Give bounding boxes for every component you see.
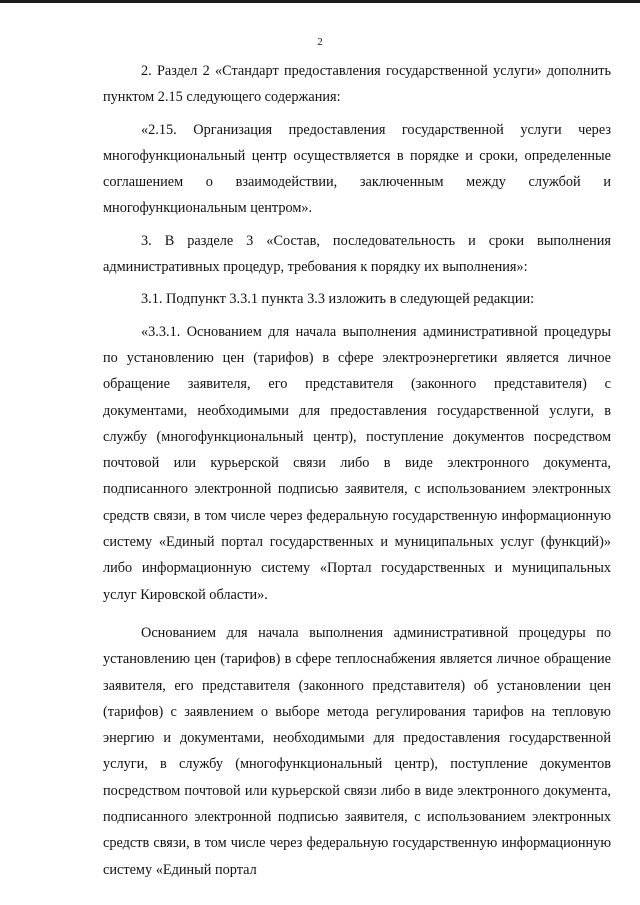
page-number: 2 [317,36,323,48]
document-body [103,58,611,883]
top-border-rule [0,0,640,3]
paragraph-heat-supply: Основанием для начала выполнения административной процедуры по установлению цен (тарифов) в сфере теплоснабжения является личное обращение заявителя, его представителя (законного представителя) об установлении цен (тарифов) с заявлением о выборе метода регулирования тарифов на тепловую энергию и документами, необходимыми для предоставления государственной услуги, в службу (многофункциональный центр), поступление документов посредством почтовой или курьерской связи либо в виде электронного документа, подписанного электронной подписью заявителя, с использованием электронных средств связи, в том числе через федеральную государственную информационную систему «Единый портал [103,624,611,878]
paragraph-3-3-1: «3.3.1. Основанием для начала выполнения административной процедуры по установлению цен (тарифов) в сфере электроэнергетики является личное обращение заявителя, его представителя (законного представителя) с документами, необходимыми для предоставления государственной услуги, в службу (многофункциональный центр), поступление документов посредством почтовой или курьерской связи либо в виде электронного документа, подписанного электронной подписью заявителя, с использованием электронных средств связи, в том числе через федеральную государственную информационную систему «Единый портал государственных и муниципальных услуг (функций)» либо информационную систему «Портал государственных и муниципальных услуг Кировской области». [103,323,611,603]
paragraph-section-2: 2. Раздел 2 «Стандарт предоставления государственной услуги» дополнить пунктом 2.15 следующего содержания: [103,63,611,106]
paragraph-3-1: 3.1. Подпункт 3.3.1 пункта 3.3 изложить в следующей редакции: [141,291,535,308]
paragraph-section-3: 3. В разделе 3 «Состав, последовательность и сроки выполнения административных процедур, требования к порядку их выполнения»: [103,232,611,276]
paragraph-2-15: «2.15. Организация предоставления государственной услуги через многофункциональный центр осуществляется в порядке и сроки, определенные соглашением о взаимодействии, заключенным между службой и многофункциональным центром». [103,121,611,217]
